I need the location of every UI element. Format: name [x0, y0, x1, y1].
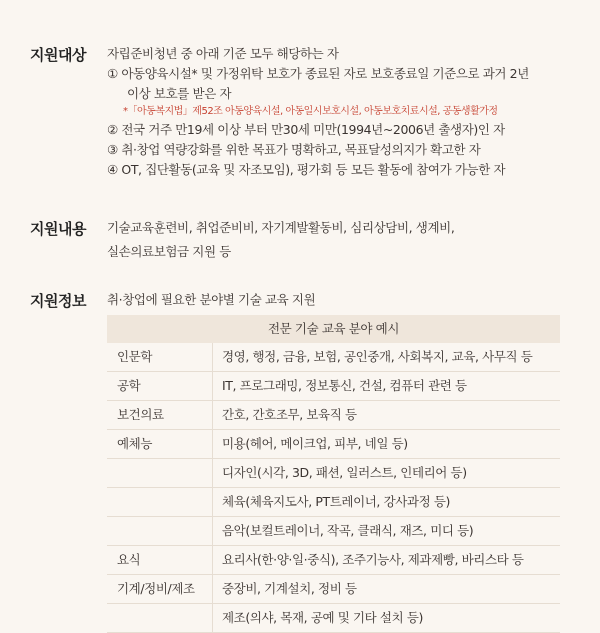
eligibility-intro: 자립준비청년 중 아래 기준 모두 해당하는 자: [107, 46, 339, 61]
support-content-line-1: 기술교육훈련비, 취업준비비, 자기계발활동비, 심리상담비, 생계비,: [107, 220, 455, 235]
table-row: [107, 459, 560, 488]
eligibility-item-3: ③ 취·창업 역량강화를 위한 목표가 명확하고, 목표달성의지가 확고한 자: [107, 142, 481, 157]
table-row-category: 예체능: [117, 436, 153, 451]
table-row: [107, 604, 560, 633]
table-row-category: 기계/정비/제조: [117, 581, 195, 596]
eligibility-footnote: *「아동복지법」제52조 아동양육시설, 아동일시보호시설, 아동보호치료시설, 공동생활가정: [123, 106, 498, 117]
support-info-intro-text: 취·창업에 필요한 분야별 기술 교육 지원: [107, 292, 316, 307]
support-content-body: [107, 218, 577, 262]
table-row-value: 음악(보컬트레이너, 작곡, 클래식, 재즈, 미디 등): [222, 523, 474, 538]
eligibility-item-1: ① 아동양육시설* 및 가정위탁 보호가 종료된 자로 보호종료일 기준으로 과거 2년: [107, 66, 529, 81]
eligibility-section: [0, 44, 600, 194]
eligibility-body: [107, 44, 577, 180]
skills-table: [107, 315, 560, 633]
table-row-value: 미용(헤어, 메이크업, 피부, 네일 등): [222, 436, 408, 451]
table-row-category: 인문학: [117, 349, 153, 364]
skills-table-header: 전문 기술 교육 분야 예시: [107, 315, 560, 343]
table-row-value: 제조(의샤, 목재, 공예 및 기타 설치 등): [222, 610, 423, 625]
support-info-intro: [107, 290, 577, 310]
table-row: [107, 517, 560, 546]
table-row-category: 보건의료: [117, 407, 164, 422]
table-row: [107, 343, 560, 372]
table-row-value: 체육(체육지도사, PT트레이너, 강사과정 등): [222, 494, 450, 509]
table-row-value: 간호, 간호조무, 보육직 등: [222, 407, 357, 422]
table-row: [107, 430, 560, 459]
eligibility-item-1-cont: 이상 보호를 받은 자: [127, 86, 232, 101]
support-content-section: [0, 218, 600, 268]
table-row: [107, 401, 560, 430]
eligibility-item-2: ② 전국 거주 만19세 이상 부터 만30세 미만(1994년~2006년 출생자)인 자: [107, 122, 505, 137]
table-row: [107, 488, 560, 517]
table-row-category: 공학: [117, 378, 141, 393]
table-row-value: 요리사(한·양·일·중식), 조주기능사, 제과제빵, 바리스타 등: [222, 552, 524, 567]
support-info-section: [0, 290, 600, 625]
table-row: [107, 546, 560, 575]
table-row-value: 중장비, 기계설치, 정비 등: [222, 581, 357, 596]
support-content-line-2: 실손의료보험금 지원 등: [107, 244, 231, 259]
eligibility-title: 지원대상: [30, 46, 86, 64]
support-info-title: 지원정보: [30, 292, 86, 310]
eligibility-item-4: ④ OT, 집단활동(교육 및 자조모임), 평가회 등 모든 활동에 참여가 가능한 자: [107, 162, 506, 177]
table-row-category: 요식: [117, 552, 141, 567]
table-row-value: IT, 프로그래밍, 정보통신, 건설, 컴퓨터 관련 등: [222, 378, 467, 393]
table-row-value: 경영, 행정, 금융, 보험, 공인중개, 사회복지, 교육, 사무직 등: [222, 349, 533, 364]
support-content-title: 지원내용: [30, 220, 86, 238]
table-row: [107, 372, 560, 401]
table-row-value: 디자인(시각, 3D, 패션, 일러스트, 인테리어 등): [222, 465, 467, 480]
